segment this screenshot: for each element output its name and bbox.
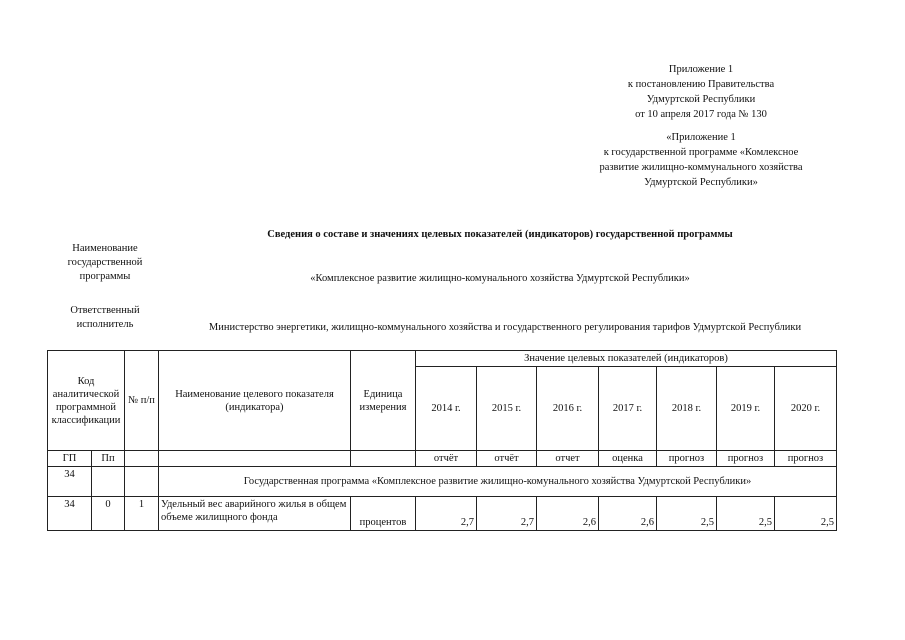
appendix-line: от 10 апреля 2017 года № 130 xyxy=(635,109,767,120)
table-row xyxy=(48,497,837,531)
cell-unit: процентов xyxy=(351,497,416,531)
appendix-quoted-line: к государственной программе «Комлексное xyxy=(603,147,799,158)
program-name-value: «Комплексное развитие жилищно-комунального хозяйства Удмуртской Республики» xyxy=(310,273,690,284)
executor-label: Ответственный исполнитель xyxy=(70,305,140,330)
appendix-quoted-line: Удмуртской Республики» xyxy=(644,177,758,188)
cell-gp: 34 xyxy=(48,497,92,531)
appendix-quoted-line: «Приложение 1 xyxy=(666,132,736,143)
header-year: 2017 г. xyxy=(599,367,657,451)
header-indicator-name: Наименование целевого показателя (индикатора) xyxy=(159,351,351,451)
appendix-line: к постановлению Правительства xyxy=(627,79,775,90)
header-num: № п/п xyxy=(125,351,159,451)
cell-gp: 34 xyxy=(48,467,92,497)
appendix-header xyxy=(560,62,842,122)
appendix-quoted-header xyxy=(560,130,842,190)
header-empty xyxy=(125,451,159,467)
cell-value: 2,7 xyxy=(477,497,537,531)
header-year: 2015 г. xyxy=(477,367,537,451)
cell-pp: 0 xyxy=(92,497,125,531)
header-code: Код аналитической программной классификации xyxy=(48,351,125,451)
header-year: 2014 г. xyxy=(416,367,477,451)
cell-value: 2,5 xyxy=(717,497,775,531)
header-status: прогноз xyxy=(717,451,775,467)
program-row-text: Государственная программа «Комплексное развитие жилищно-комунального хозяйства Удмуртской Республики» xyxy=(159,467,837,497)
header-empty xyxy=(351,451,416,467)
cell-value: 2,7 xyxy=(416,497,477,531)
header-unit: Единица измерения xyxy=(351,351,416,451)
header-year: 2020 г. xyxy=(775,367,837,451)
cell-value: 2,5 xyxy=(775,497,837,531)
header-year: 2018 г. xyxy=(657,367,717,451)
header-status: отчёт xyxy=(477,451,537,467)
header-status: прогноз xyxy=(657,451,717,467)
header-gp: ГП xyxy=(48,451,92,467)
cell-num: 1 xyxy=(125,497,159,531)
cell-value: 2,6 xyxy=(537,497,599,531)
cell-value: 2,5 xyxy=(657,497,717,531)
cell-pp xyxy=(92,467,125,497)
header-status: отчет xyxy=(537,451,599,467)
appendix-line: Приложение 1 xyxy=(668,64,734,75)
header-status: оценка xyxy=(599,451,657,467)
header-year: 2019 г. xyxy=(717,367,775,451)
header-pp: Пп xyxy=(92,451,125,467)
appendix-quoted-line: развитие жилищно-коммунального хозяйства xyxy=(599,162,803,173)
executor-value: Министерство энергетики, жилищно-коммунального хозяйства и государственного регулирования тарифов Удмуртской Республики xyxy=(208,322,802,333)
header-status: отчёт xyxy=(416,451,477,467)
cell-num xyxy=(125,467,159,497)
header-values-group: Значение целевых показателей (индикаторов) xyxy=(416,351,837,367)
table-row-program xyxy=(48,467,837,497)
header-year: 2016 г. xyxy=(537,367,599,451)
header-empty xyxy=(159,451,351,467)
program-name-label: Наименование государственной программы xyxy=(67,243,143,282)
header-status: прогноз xyxy=(775,451,837,467)
indicators-table xyxy=(47,350,837,531)
cell-indicator-name: Удельный вес аварийного жилья в общем объеме жилищного фонда xyxy=(159,497,351,531)
cell-value: 2,6 xyxy=(599,497,657,531)
appendix-line: Удмуртской Республики xyxy=(646,94,756,105)
document-title: Сведения о составе и значениях целевых показателей (индикаторов) государственной программы xyxy=(267,229,733,240)
